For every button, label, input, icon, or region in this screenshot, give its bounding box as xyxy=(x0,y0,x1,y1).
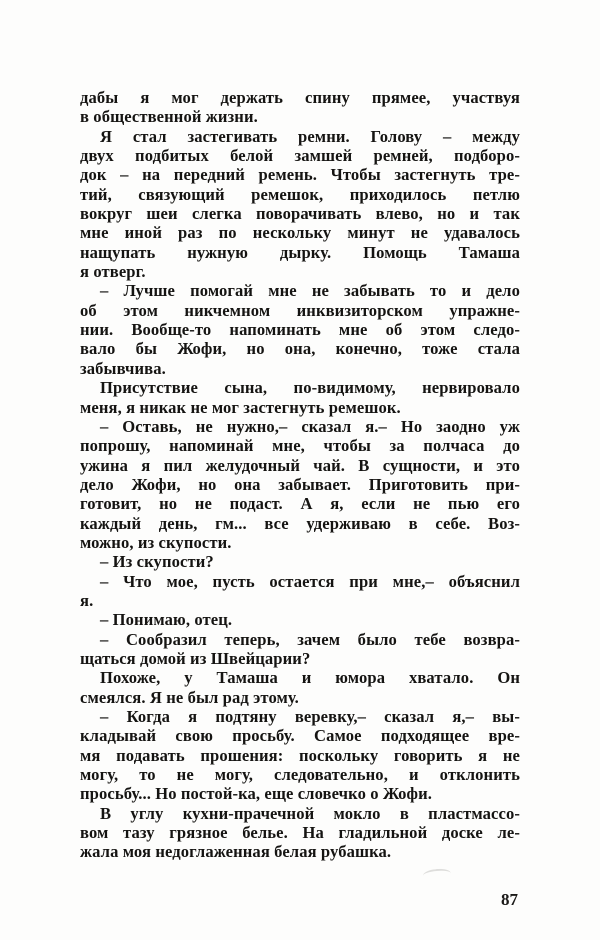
text-line: В углу кухни-прачечной мокло в пластмассо- xyxy=(100,803,520,823)
text-line: щаться домой из Швейцарии? xyxy=(80,648,311,668)
text-line: мне иной раз по нескольку минут не удавалось xyxy=(80,223,520,243)
text-line: каждый день, гм... все удерживаю в себе. Воз- xyxy=(80,513,520,533)
text-line: Я стал застегивать ремни. Голову – между xyxy=(100,126,520,146)
text-line: вало бы Жофи, но она, конечно, тоже стала xyxy=(80,339,520,359)
text-line: – Понимаю, отец. xyxy=(100,610,233,630)
text-line: – Что мое, пусть остается при мне,– объяснил xyxy=(100,571,520,591)
text-line: двух подбитых белой замшей ремней, подборо- xyxy=(80,146,520,166)
text-line: об этом никчемном инквизиторском упражне- xyxy=(80,300,520,320)
text-line: дабы я мог держать спину прямее, участвуя xyxy=(80,88,520,107)
text-line: – Сообразил теперь, зачем было тебе возвра- xyxy=(100,629,520,649)
text-line: я отверг. xyxy=(80,262,146,282)
text-line: можно, из скупости. xyxy=(80,532,232,552)
text-line: попрошу, напоминай мне, чтобы за полчаса до xyxy=(80,436,520,456)
text-line: я. xyxy=(80,590,94,610)
text-line: Похоже, у Тамаша и юмора хватало. Он xyxy=(100,668,520,688)
text-line: – Из скупости? xyxy=(100,552,214,572)
text-line: забывчива. xyxy=(80,358,166,378)
text-line: готовит, но не подаст. А я, если не пью его xyxy=(80,494,520,514)
text-line: вокруг шеи слегка поворачивать влево, но и так xyxy=(80,204,520,224)
text-line: жала моя недоглаженная белая рубашка. xyxy=(80,842,392,862)
text-line: вом тазу грязное белье. На гладильной доске ле- xyxy=(80,823,520,843)
text-line: – Лучше помогай мне не забывать то и дело xyxy=(100,281,520,301)
text-line: дело Жофи, но она забывает. Приготовить при- xyxy=(80,474,520,494)
text-line: – Оставь, не нужно,– сказал я.– Но заодно уж xyxy=(100,416,520,436)
text-line: – Когда я подтяну веревку,– сказал я,– вы- xyxy=(100,707,520,726)
text-line: нащупать нужную дырку. Помощь Тамаша xyxy=(80,242,520,262)
text-line: могу, то не могу, следовательно, и отклонить xyxy=(80,765,520,785)
text-line: Присутствие сына, по-видимому, нервировало xyxy=(100,378,520,398)
text-line: меня, я никак не мог застегнуть ремешок. xyxy=(80,397,401,417)
scan-artifact xyxy=(423,868,452,881)
text-line: нии. Вообще-то напоминать мне об этом следо- xyxy=(80,320,520,340)
page-number: 87 xyxy=(501,890,518,909)
text-line: мя подавать прошения: поскольку говорить я не xyxy=(80,745,520,765)
text-line: просьбу... Но постой-ка, еще словечко о Жофи. xyxy=(80,784,433,804)
text-line: в общественной жизни. xyxy=(80,107,258,127)
body-text-block xyxy=(80,88,520,862)
text-line: ужина я пил желудочный чай. В сущности, и это xyxy=(80,455,520,475)
text-line: док – на передний ремень. Чтобы застегнуть тре- xyxy=(80,165,520,185)
text-line: смеялся. Я не был рад этому. xyxy=(80,687,299,707)
text-line: тий, связующий ремешок, приходилось петлю xyxy=(80,184,520,204)
text-line: кладывай свою просьбу. Самое подходящее вре- xyxy=(80,726,520,746)
